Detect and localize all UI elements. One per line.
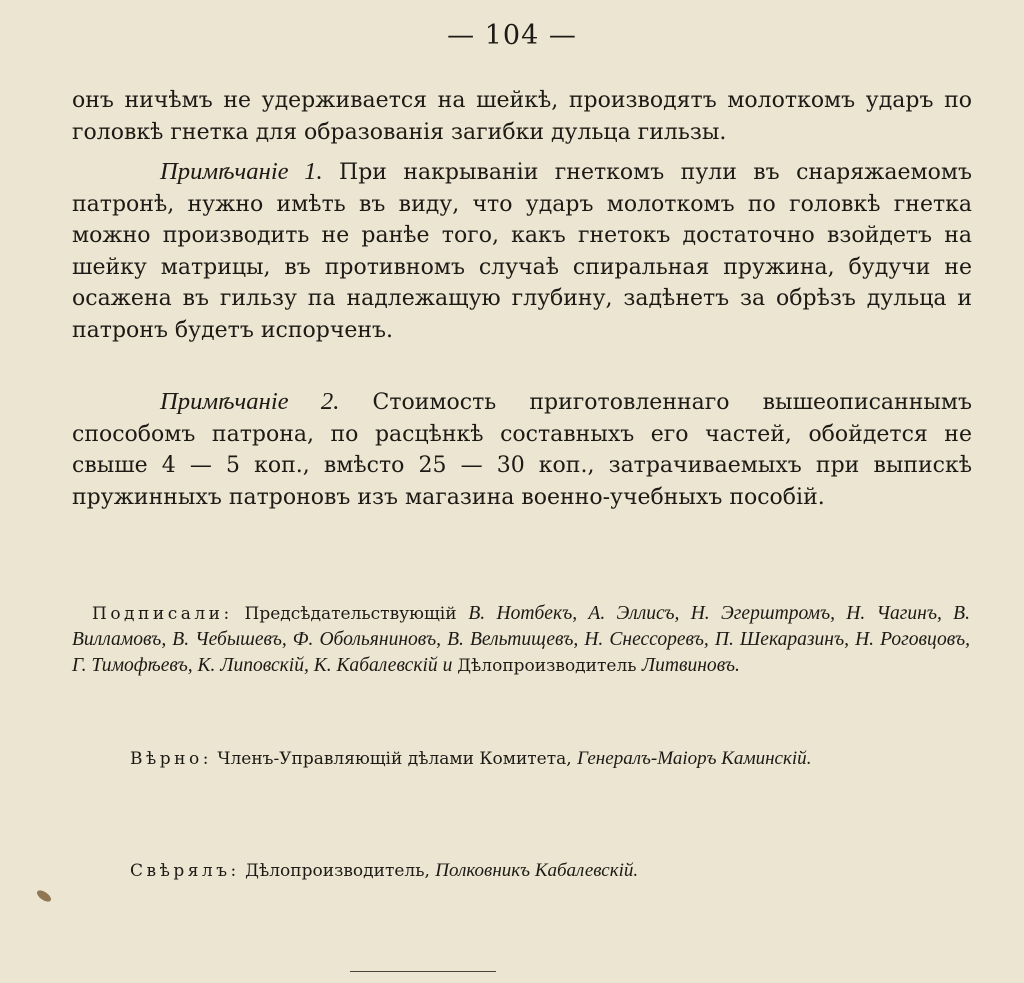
signatures-label: Подписали:: [92, 604, 233, 624]
signatories-names: В. Нотбекъ, А. Эллисъ, Н. Эгерштромъ, Н. Чагинъ, В. Вилламовъ, В. Чебышевъ, Ф. Обольяниновъ, В. Вельтищевъ, Н. Снессоревъ, П. Шекаразинъ, Н. Роговцовъ, Г. Тимофѣевъ, К. Липовскій, К. Кабалевскій: [72, 603, 970, 676]
note-1-text: При накрываніи гнеткомъ пули въ снаряжаемомъ патронѣ, нужно имѣть въ виду, что ударъ молоткомъ по головкѣ гнетка можно производить не ранѣе того, какъ гнетокъ достаточно взойдетъ на шейку матрицы, въ противномъ случаѣ спиральная пружина, будучи не осажена въ гильзу па надлежащую глубину, задѣнетъ за обрѣзъ дульца и патронъ будетъ испорченъ.: [72, 160, 972, 343]
ink-blot: [35, 888, 53, 904]
sverial-label: Свѣрялъ:: [130, 861, 240, 881]
sverial-name: Полковникъ Кабалевскій.: [435, 860, 639, 881]
note-1-label: Примѣчаніе 1.: [160, 158, 323, 185]
secretary-name: Литвиновъ.: [641, 655, 740, 676]
note-2-text: Стоимость приготовленнаго вышеописаннымъ способомъ патрона, по расцѣнкѣ составныхъ его частей, обойдется не свыше 4 — 5 коп., вмѣсто 25 — 30 коп., затрачиваемыхъ при выпискѣ пружинныхъ патроновъ изъ магазина военно-учебныхъ пособій.: [72, 390, 972, 510]
sverial-line: [130, 858, 970, 884]
verno-name: Генералъ-Маіоръ Каминскій.: [577, 748, 812, 769]
note-2-label: Примѣчаніе 2.: [160, 388, 340, 415]
signatures-role: Предсѣдательствующій: [232, 604, 469, 624]
verno-label: Вѣрно:: [130, 749, 212, 769]
signatories-conjunction: и: [437, 655, 458, 676]
paragraph-text: онъ ничѣмъ не удерживается на шейкѣ, производятъ молоткомъ ударъ по головкѣ гнетка для образованія загибки дульца гильзы.: [72, 88, 972, 145]
signatures-block: [72, 601, 970, 679]
page-number: — 104 —: [447, 20, 577, 51]
verno-line: [130, 746, 970, 772]
sverial-text: Дѣлопроизводитель,: [239, 861, 436, 881]
secretary-role: Дѣлопроизводитель: [457, 656, 642, 676]
verno-text: Членъ-Управляющій дѣлами Комитета,: [211, 749, 578, 769]
note-1: [72, 156, 972, 346]
note-2: [72, 386, 972, 513]
bottom-rule: [350, 971, 496, 972]
